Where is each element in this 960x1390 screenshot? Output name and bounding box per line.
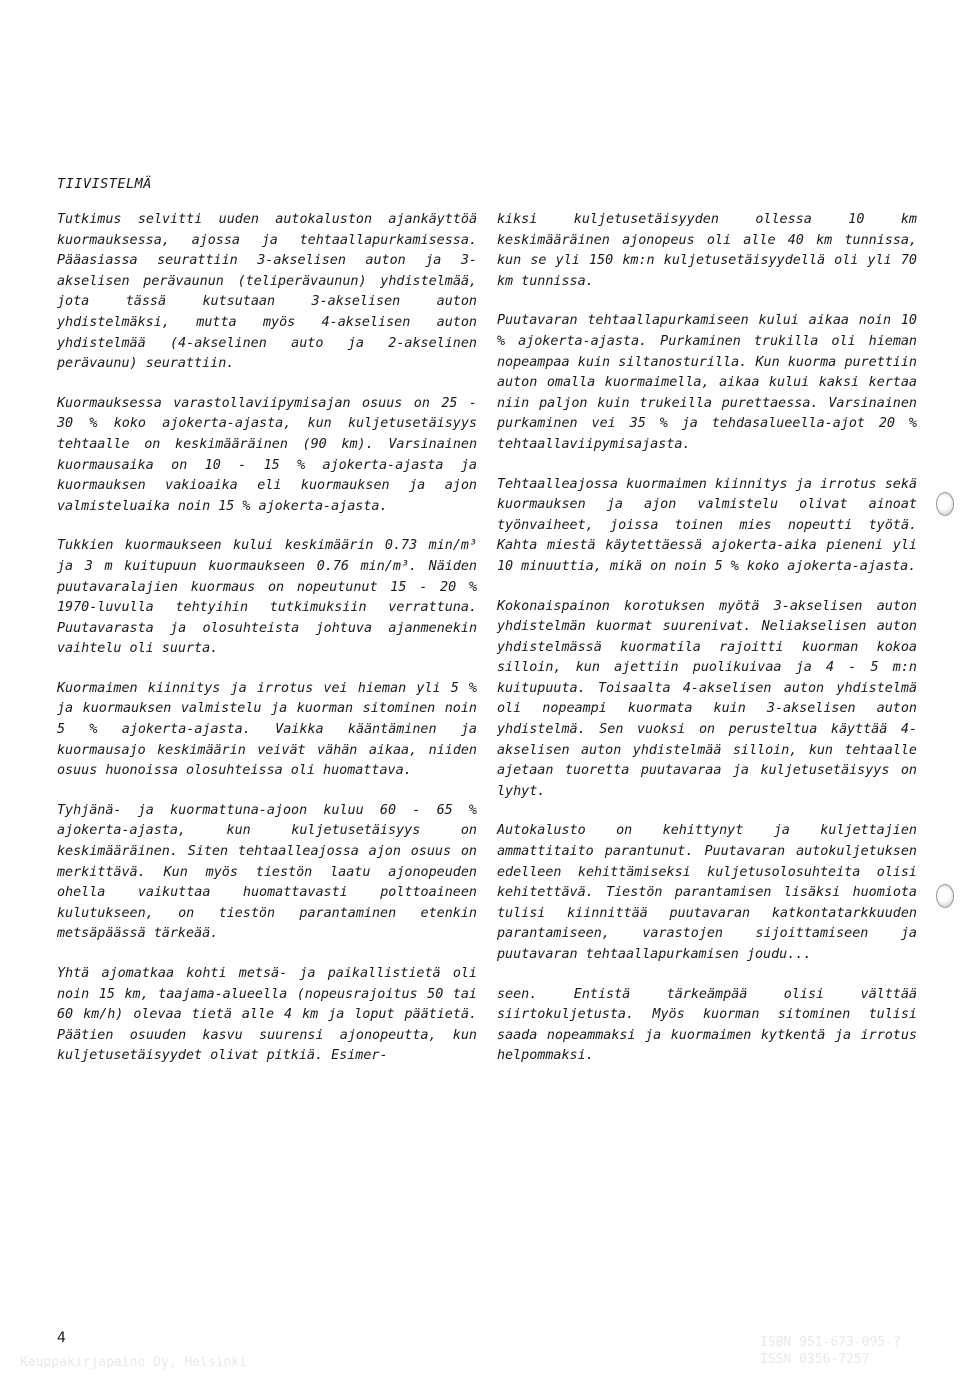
right-column	[497, 210, 917, 1086]
paragraph: Yhtä ajomatkaa kohti metsä- ja paikallistietä oli noin 15 km, taajama-alueella (nopeusrajoitus 50 tai 60 km/h) olevaa tietä alle 4 km ja loput päätietä. Päätien osuuden kasvu suurensi ajonopeutta, kun kuljetusetäisyydet olivat pitkiä. Esimer-	[57, 966, 477, 1064]
paragraph: Puutavaran tehtaallapurkamiseen kului aikaa noin 10 % ajokerta-ajasta. Purkaminen trukilla oli hieman nopeampaa kuin siltanosturilla. Kun kuorma purettiin auton omalla kuormaimella, aikaa kului kaksi kertaa niin paljon kuin trukeilla purettaessa. Varsinainen purkaminen vei 35 % ja tehdasalueella-ajot 20 % tehtaallaviipymisajasta.	[497, 313, 917, 452]
punch-hole-icon	[936, 884, 954, 908]
paragraph: Tyhjänä- ja kuormattuna-ajoon kuluu 60 - 65 % ajokerta-ajasta, kun kuljetusetäisyys on keskimääräinen. Siten tehtaalleajossa ajon osuus on merkittävä. Kun myös tiestön laatu ajonopeuden ohella vaikuttaa huomattavasti polttoaineen kulutukseen, on tiestön parantaminen etenkin metsäpäässä tärkeää.	[57, 802, 477, 942]
paragraph: Kuormauksessa varastollaviipymisajan osuus on 25 - 30 % koko ajokerta-ajasta, kun kuljetusetäisyys tehtaalle on keskimääräinen (90 km). Varsinainen kuormausaika on 10 - 15 % ajokerta-ajasta ja kuormauksen vakioaika eli kuormauksen ja ajon valmisteluaika noin 15 % ajokerta-ajasta.	[57, 395, 477, 514]
paragraph: kiksi kuljetusetäisyyden ollessa 10 km keskimääräinen ajonopeus oli alle 40 km tunnissa, kun se yli 150 km:n kuljetusetäisyydellä oli yli 70 km tunnissa.	[497, 212, 917, 289]
paragraph: seen. Entistä tärkeämpää olisi välttää siirtokuljetusta. Myös kuorman sitominen tulisi saada nopeammaksi ja kuormaimen kytkentä ja irrotus helpommaksi.	[497, 986, 917, 1064]
paragraph: Tehtaalleajossa kuormaimen kiinnitys ja irrotus sekä kuormauksen ja ajon valmistelu olivat ainoat työnvaiheet, joissa toinen mies nopeutti työtä. Kahta miestä käytettäessä ajokerta-aika pieneni yli 10 minuuttia, mikä on noin 5 % koko ajokerta-ajasta.	[497, 476, 917, 574]
show-through-publisher-text: Kauppakirjapaino Oy, Helsinki	[20, 1355, 247, 1370]
paragraph: Autokalusto on kehittynyt ja kuljettajien ammattitaito parantunut. Puutavaran autokuljetuksen edelleen kehittämiseksi kuljetusolosuhteita olisi kehitettävä. Tiestön parantamisen lisäksi huomiota tulisi kiinnittää puutavaran katkontatarkkuuden parantamiseen, varastojen sijoittamiseen ja puutavaran tehtaallapurkamisen joudu...	[497, 823, 917, 962]
left-column	[57, 210, 477, 1086]
paragraph: Kuormaimen kiinnitys ja irrotus vei hieman yli 5 % ja kuormauksen valmistelu ja kuorman sitominen noin 5 % ajokerta-ajasta. Vaikka kääntäminen ja kuormausajo keskimäärin veivät vähän aikaa, niiden osuus huonoissa olosuhteissa oli huomattava.	[57, 680, 477, 779]
summary-heading: TIIVISTELMÄ	[57, 176, 152, 192]
paragraph: Tukkien kuormaukseen kului keskimäärin 0.73 min/m³ ja 3 m kuitupuun kuormaukseen 0.76 min/m³. Näiden puutavaralajien kuormaus on nopeutunut 15 - 20 % 1970-luvulla tehtyihin tutkimuksiin verrattuna. Puutavarasta ja olosuhteista johtuva ajanmenekin vaihtelu oli suurta.	[57, 538, 477, 657]
paragraph: Tutkimus selvitti uuden autokaluston ajankäyttöä kuormauksessa, ajossa ja tehtaallapurkamisessa. Pääasiassa seurattiin 3-akselisen auton ja 3-akselisen perävaunun (teliperävaunun) yhdistelmää, jota tässä kutsutaan 3-akselisen auton yhdistelmäksi, mutta myös 4-akselisen auton yhdistelmää (4-akselinen auto ja 2-akselinen perävaunu) seurattiin.	[57, 212, 477, 372]
page-number: 4	[57, 1330, 66, 1346]
show-through-isbn-text: ISBN 951-673-095-? ISSN 0356-7257	[760, 1335, 901, 1367]
paragraph: Kokonaispainon korotuksen myötä 3-akselisen auton yhdistelmän kuormat suurenivat. Neliakselisen auton yhdistelmässä kuormatila rajoitti kuorman kokoa silloin, kun ajettiin puolikuivaa ja 4 - 5 m:n kuitupuuta. Toisaalta 4-akselisen auton yhdistelmä oli nopeampi kuormata kuin 3-akselisen auton yhdistelmä. Sen vuoksi on perusteltua käyttää 4-akselisen auton yhdistelmää silloin, kun tehtaalle ajetaan tuoretta puutavaraa ja kuljetusetäisyys on lyhyt.	[497, 598, 917, 799]
punch-hole-icon	[936, 492, 954, 516]
